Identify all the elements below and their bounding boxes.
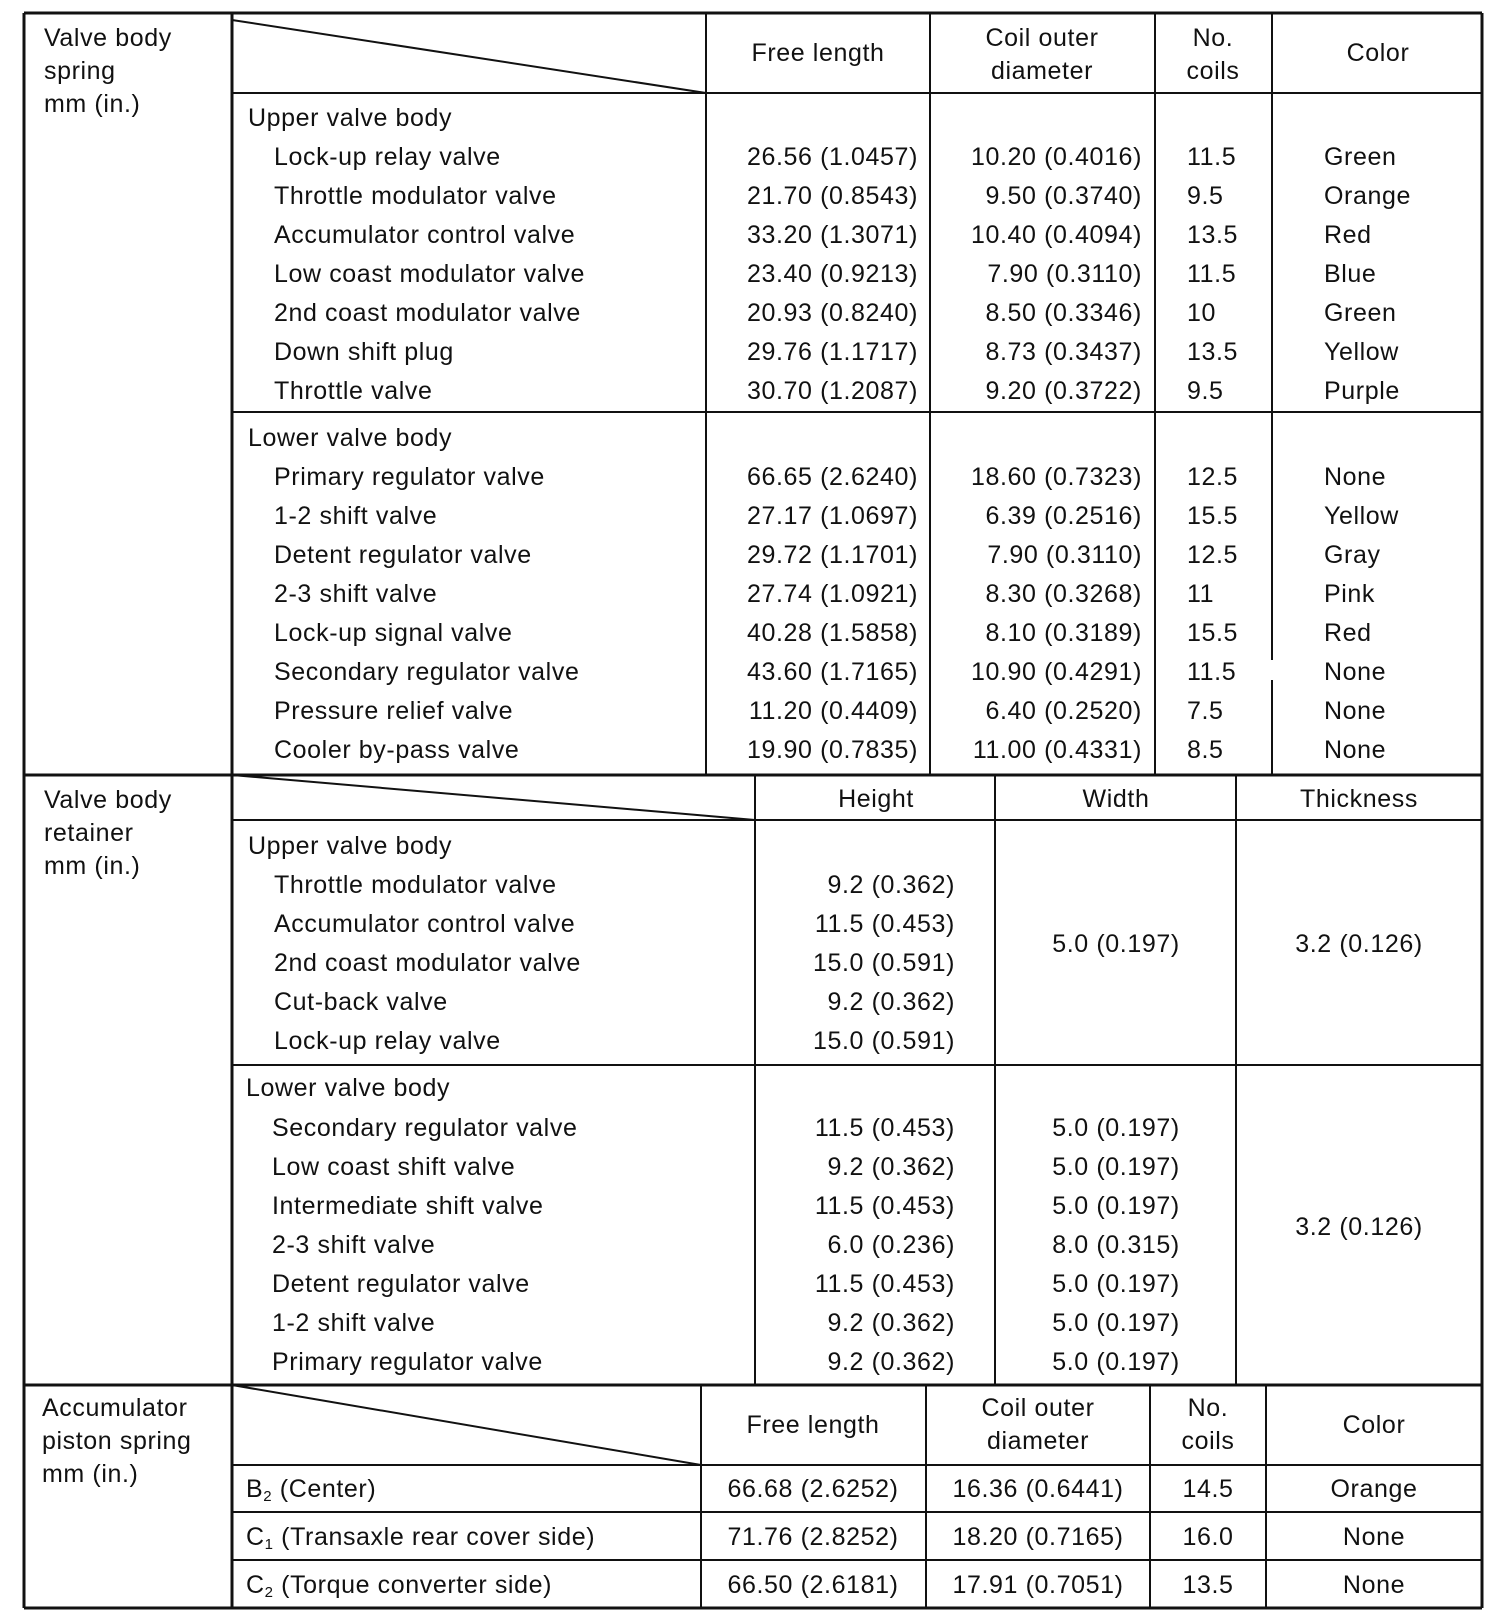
cell-coil-outer-diameter: 16.36 (0.6441) [952, 1475, 1124, 1503]
section-label-valve-body-retainer: Valve body [44, 786, 172, 814]
header-no-coils: coils [1181, 1427, 1235, 1455]
cell-no-coils: 9.5 [1187, 377, 1224, 405]
row-part-name: Pressure relief valve [274, 697, 514, 725]
group-title-lower-valve-body: Lower valve body [248, 424, 453, 452]
header-no-coils: No. [1192, 24, 1234, 52]
row-part-name: Detent regulator valve [272, 1270, 530, 1298]
row-part-name: Accumulator control valve [274, 910, 576, 938]
cell-height: 6.0 (0.236) [827, 1231, 955, 1259]
row-part-name: Lock-up relay valve [274, 1027, 501, 1055]
cell-coil-outer-diameter: 8.30 (0.3268) [985, 580, 1142, 608]
row-part-name: Accumulator control valve [274, 221, 576, 249]
cell-no-coils: 9.5 [1187, 182, 1224, 210]
cell-no-coils: 13.5 [1187, 338, 1239, 366]
cell-height: 9.2 (0.362) [827, 1309, 955, 1337]
cell-no-coils: 14.5 [1182, 1475, 1234, 1503]
cell-no-coils: 8.5 [1187, 736, 1224, 764]
cell-coil-outer-diameter: 9.50 (0.3740) [985, 182, 1142, 210]
row-part-name-main: C [246, 1571, 265, 1599]
header-width: Width [1082, 785, 1150, 813]
cell-free-length: 66.50 (2.6181) [727, 1571, 899, 1599]
header-coil-outer-diameter: Coil outer [985, 24, 1099, 52]
cell-no-coils: 11.5 [1187, 143, 1237, 171]
row-part-name: Low coast shift valve [272, 1153, 516, 1181]
cell-no-coils: 16.0 [1182, 1523, 1234, 1551]
cell-color: Pink [1324, 580, 1376, 608]
cell-color: Yellow [1324, 338, 1399, 366]
header-free-length: Free length [751, 39, 885, 67]
header-coil-outer-diameter: diameter [986, 1427, 1090, 1455]
row-part-name [246, 1570, 552, 1600]
cell-coil-outer-diameter: 9.20 (0.3722) [985, 377, 1142, 405]
cell-height: 11.5 (0.453) [814, 910, 955, 938]
cell-thickness-shared: 3.2 (0.126) [1295, 930, 1423, 958]
cell-no-coils: 11.5 [1187, 260, 1237, 288]
section-label-accumulator-piston-spring: Accumulator [42, 1394, 188, 1422]
section-label-valve-body-spring: mm (in.) [44, 90, 141, 118]
header-no-coils: coils [1186, 57, 1240, 85]
cell-width: 5.0 (0.197) [1052, 1192, 1180, 1220]
cell-thickness-shared: 3.2 (0.126) [1295, 1213, 1423, 1241]
cell-width: 5.0 (0.197) [1052, 1270, 1180, 1298]
cell-free-length: 27.74 (1.0921) [746, 580, 918, 608]
cell-coil-outer-diameter: 6.40 (0.2520) [985, 697, 1142, 725]
row-part-name: Lock-up signal valve [274, 619, 513, 647]
row-part-name: Down shift plug [274, 338, 454, 366]
cell-coil-outer-diameter: 11.00 (0.4331) [972, 736, 1142, 764]
cell-coil-outer-diameter: 18.60 (0.7323) [970, 463, 1142, 491]
cell-free-length: 30.70 (1.2087) [746, 377, 918, 405]
cell-height: 11.5 (0.453) [814, 1114, 955, 1142]
cell-height: 9.2 (0.362) [827, 871, 955, 899]
row-part-name-sub: 2 [264, 1584, 274, 1601]
row-part-name: Lock-up relay valve [274, 143, 501, 171]
cell-free-length: 20.93 (0.8240) [746, 299, 918, 327]
row-part-name: Cooler by-pass valve [274, 736, 520, 764]
cell-coil-outer-diameter: 18.20 (0.7165) [952, 1523, 1124, 1551]
row-part-name: 2-3 shift valve [274, 580, 438, 608]
cell-color: Red [1324, 619, 1372, 647]
cell-color: None [1324, 736, 1387, 764]
row-part-name: 1-2 shift valve [272, 1309, 436, 1337]
cell-height: 9.2 (0.362) [827, 988, 955, 1016]
header-color: Color [1346, 39, 1410, 67]
header-color: Color [1342, 1411, 1406, 1439]
cell-coil-outer-diameter: 8.73 (0.3437) [985, 338, 1142, 366]
cell-coil-outer-diameter: 10.20 (0.4016) [970, 143, 1142, 171]
cell-color: None [1342, 1571, 1406, 1599]
cell-height: 11.5 (0.453) [814, 1270, 955, 1298]
cell-height: 15.0 (0.591) [812, 949, 955, 977]
header-diagonal [232, 775, 755, 820]
cell-height: 9.2 (0.362) [827, 1348, 955, 1376]
cell-no-coils: 11.5 [1187, 658, 1237, 686]
section-label-valve-body-retainer: retainer [44, 819, 134, 847]
row-part-name: 2nd coast modulator valve [274, 299, 581, 327]
row-part-name: 2-3 shift valve [272, 1231, 436, 1259]
cell-height: 15.0 (0.591) [812, 1027, 955, 1055]
cell-free-length: 23.40 (0.9213) [746, 260, 918, 288]
cell-height: 9.2 (0.362) [827, 1153, 955, 1181]
cell-no-coils: 12.5 [1187, 541, 1239, 569]
cell-color: None [1342, 1523, 1406, 1551]
cell-color: Green [1324, 143, 1397, 171]
section-label-valve-body-retainer: mm (in.) [44, 852, 141, 880]
group-title-lower-valve-body: Lower valve body [246, 1074, 451, 1102]
cell-color: Orange [1324, 182, 1411, 210]
header-thickness: Thickness [1300, 785, 1418, 813]
row-part-name-main: C [246, 1523, 265, 1551]
row-part-name: Throttle valve [274, 377, 433, 405]
row-part-name-main: B [246, 1475, 264, 1503]
row-part-name-sub: 1 [264, 1536, 274, 1553]
row-part-name: Cut-back valve [274, 988, 448, 1016]
cell-free-length: 33.20 (1.3071) [746, 221, 918, 249]
row-part-name: 2nd coast modulator valve [274, 949, 581, 977]
cell-width: 5.0 (0.197) [1052, 1348, 1180, 1376]
cell-color: Orange [1330, 1475, 1418, 1503]
cell-free-length: 29.72 (1.1701) [746, 541, 918, 569]
cell-coil-outer-diameter: 7.90 (0.3110) [987, 541, 1142, 569]
header-diagonal [232, 1385, 701, 1465]
header-coil-outer-diameter: Coil outer [981, 1394, 1095, 1422]
header-coil-outer-diameter: diameter [990, 57, 1094, 85]
row-part-name: Low coast modulator valve [274, 260, 585, 288]
row-part-name: Secondary regulator valve [274, 658, 580, 686]
cell-coil-outer-diameter: 8.50 (0.3346) [985, 299, 1142, 327]
cell-color: None [1324, 697, 1387, 725]
cell-coil-outer-diameter: 10.90 (0.4291) [970, 658, 1142, 686]
cell-free-length: 26.56 (1.0457) [746, 143, 918, 171]
cell-no-coils: 10 [1187, 299, 1217, 327]
cell-coil-outer-diameter: 7.90 (0.3110) [987, 260, 1142, 288]
cell-coil-outer-diameter: 6.39 (0.2516) [985, 502, 1142, 530]
row-part-name: Throttle modulator valve [274, 871, 557, 899]
cell-no-coils: 13.5 [1182, 1571, 1234, 1599]
cell-no-coils: 7.5 [1187, 697, 1224, 725]
cell-no-coils: 12.5 [1187, 463, 1239, 491]
cell-free-length: 66.68 (2.6252) [727, 1475, 899, 1503]
cell-width: 8.0 (0.315) [1052, 1231, 1180, 1259]
header-height: Height [838, 785, 914, 813]
section-label-accumulator-piston-spring: mm (in.) [42, 1460, 139, 1488]
cell-width: 5.0 (0.197) [1052, 1153, 1180, 1181]
cell-free-length: 71.76 (2.8252) [727, 1523, 899, 1551]
cell-coil-outer-diameter: 10.40 (0.4094) [970, 221, 1142, 249]
cell-free-length: 66.65 (2.6240) [746, 463, 918, 491]
group-title-upper-valve-body: Upper valve body [248, 832, 453, 860]
row-part-name: Intermediate shift valve [272, 1192, 544, 1220]
row-part-name-rest: (Torque converter side) [273, 1571, 553, 1599]
row-part-name-sub: 2 [263, 1488, 273, 1505]
cell-color: None [1324, 463, 1387, 491]
row-part-name: Throttle modulator valve [274, 182, 557, 210]
row-part-name: Primary regulator valve [272, 1348, 543, 1376]
row-part-name: Secondary regulator valve [272, 1114, 578, 1142]
cell-coil-outer-diameter: 8.10 (0.3189) [985, 619, 1142, 647]
cell-no-coils: 11 [1187, 580, 1215, 608]
cell-free-length: 29.76 (1.1717) [746, 338, 918, 366]
group-title-upper-valve-body: Upper valve body [248, 104, 453, 132]
cell-color: Blue [1324, 260, 1377, 288]
cell-free-length: 40.28 (1.5858) [746, 619, 918, 647]
cell-free-length: 43.60 (1.7165) [746, 658, 918, 686]
row-part-name: Primary regulator valve [274, 463, 545, 491]
cell-color: Purple [1324, 377, 1400, 405]
cell-no-coils: 15.5 [1187, 619, 1239, 647]
cell-coil-outer-diameter: 17.91 (0.7051) [952, 1571, 1124, 1599]
cell-free-length: 21.70 (0.8543) [746, 182, 918, 210]
header-free-length: Free length [746, 1411, 880, 1439]
cell-color: None [1324, 658, 1387, 686]
cell-no-coils: 15.5 [1187, 502, 1239, 530]
row-part-name-rest: (Center) [272, 1475, 377, 1503]
row-part-name: 1-2 shift valve [274, 502, 438, 530]
cell-free-length: 11.20 (0.4409) [748, 697, 918, 725]
cell-width: 5.0 (0.197) [1052, 1309, 1180, 1337]
cell-height: 11.5 (0.453) [814, 1192, 955, 1220]
cell-color: Green [1324, 299, 1397, 327]
row-part-name [246, 1474, 376, 1504]
section-label-valve-body-spring: spring [44, 57, 116, 85]
section-label-valve-body-spring: Valve body [44, 24, 172, 52]
cell-color: Red [1324, 221, 1372, 249]
cell-free-length: 19.90 (0.7835) [746, 736, 918, 764]
cell-no-coils: 13.5 [1187, 221, 1239, 249]
cell-color: Gray [1324, 541, 1381, 569]
cell-free-length: 27.17 (1.0697) [746, 502, 918, 530]
row-part-name-rest: (Transaxle rear cover side) [273, 1523, 596, 1551]
cell-width: 5.0 (0.197) [1052, 1114, 1180, 1142]
row-part-name: Detent regulator valve [274, 541, 532, 569]
section-label-accumulator-piston-spring: piston spring [42, 1427, 192, 1455]
row-part-name [246, 1522, 595, 1552]
header-diagonal [232, 20, 706, 93]
cell-color: Yellow [1324, 502, 1399, 530]
cell-width-shared: 5.0 (0.197) [1052, 930, 1180, 958]
header-no-coils: No. [1187, 1394, 1229, 1422]
